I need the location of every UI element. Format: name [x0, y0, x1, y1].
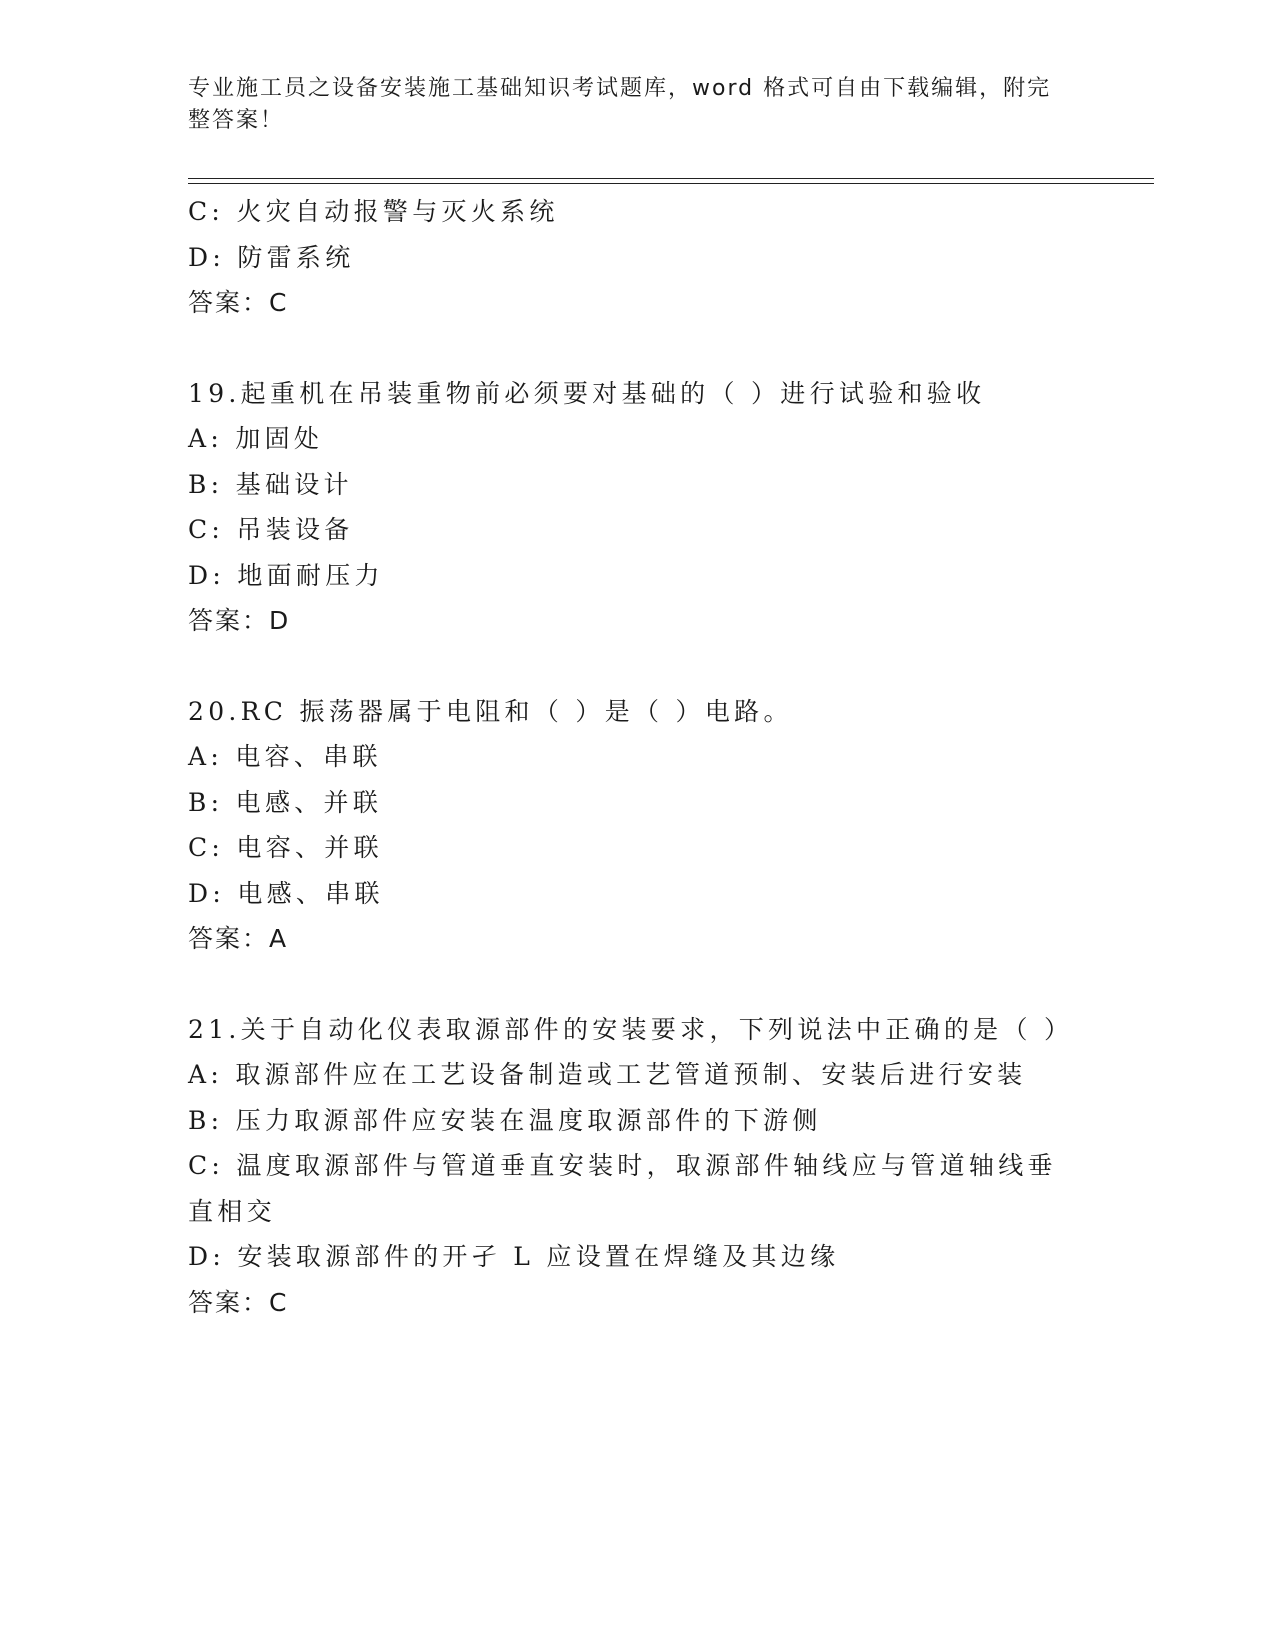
question-19 — [188, 371, 1088, 644]
option-a: A: 电容、串联 — [188, 742, 382, 771]
question-20 — [188, 689, 1088, 962]
question-stem: 19.起重机在吊装重物前必须要对基础的（ ）进行试验和验收 — [188, 378, 986, 408]
option-d: D: 安装取源部件的开孑 L 应设置在焊缝及其边缘 — [188, 1242, 840, 1271]
header-divider-bottom — [188, 183, 1154, 184]
answer-line: 答案：D — [188, 606, 291, 635]
option-a: A: 取源部件应在工艺设备制造或工艺管道预制、安装后进行安装 — [188, 1060, 1027, 1089]
option-d: D: 电感、串联 — [188, 878, 384, 908]
option-b: B: 电感、并联 — [188, 787, 383, 817]
answer-line: 答案：A — [188, 924, 289, 953]
option-c: C: 吊装设备 — [188, 515, 354, 544]
option-c: C: 火灾自动报警与灭火系统 — [188, 197, 559, 226]
question-21 — [188, 1007, 1088, 1326]
option-c: C: 温度取源部件与管道垂直安装时，取源部件轴线应与管道轴线垂直相交 — [188, 1151, 1057, 1226]
answer-line: 答案：C — [188, 288, 289, 317]
question-stem: 21.关于自动化仪表取源部件的安装要求，下列说法中正确的是（ ） — [188, 1014, 1074, 1044]
option-b: B: 压力取源部件应安装在温度取源部件的下游侧 — [188, 1105, 822, 1135]
header-divider-top — [188, 178, 1154, 179]
answer-line: 答案：C — [188, 1287, 289, 1317]
document-header: 专业施工员之设备安装施工基础知识考试题库，word 格式可自由下载编辑，附完整答案！ — [188, 76, 1052, 133]
option-d: D: 防雷系统 — [188, 242, 355, 272]
question-stem: 20.RC 振荡器属于电阻和（ ）是（ ）电路。 — [188, 696, 793, 726]
question-content — [188, 189, 1088, 1325]
option-d: D: 地面耐压力 — [188, 560, 384, 590]
option-c: C: 电容、并联 — [188, 833, 383, 862]
option-a: A: 加固处 — [188, 424, 324, 453]
option-b: B: 基础设计 — [188, 469, 353, 499]
partial-question — [188, 189, 1088, 326]
